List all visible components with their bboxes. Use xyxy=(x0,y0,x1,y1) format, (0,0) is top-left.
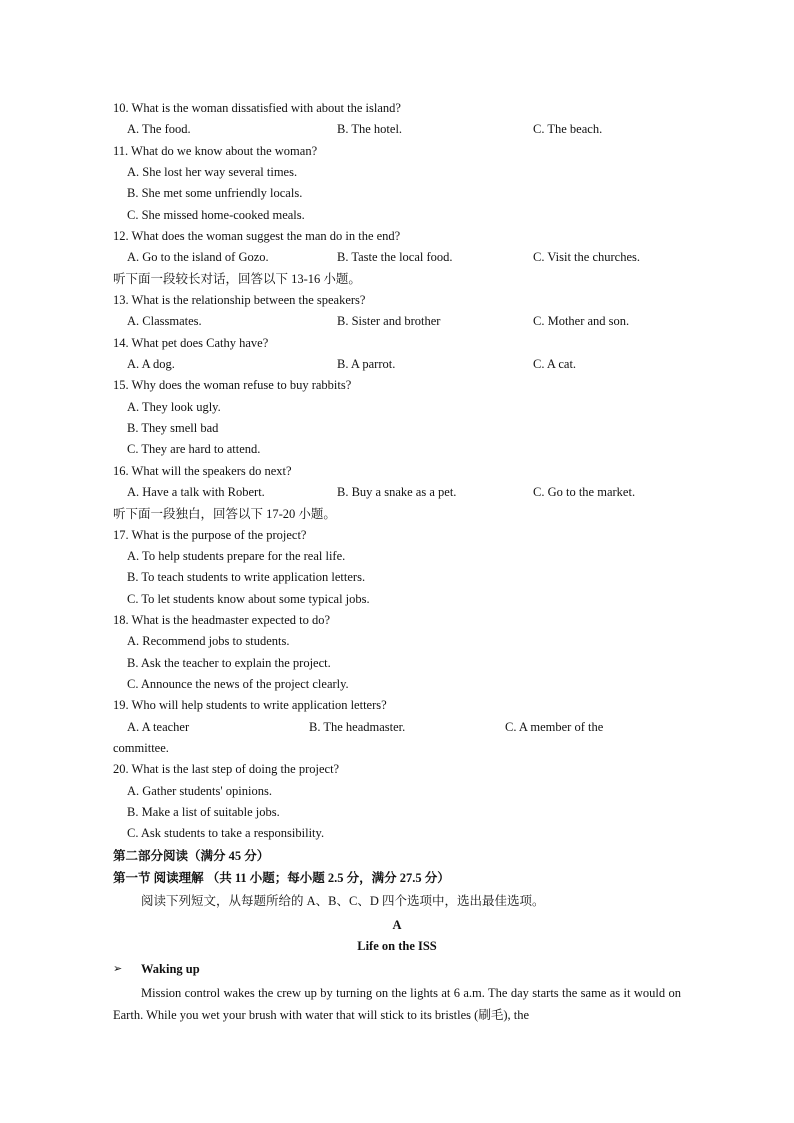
question-18-option-c: C. Announce the news of the project clearly. xyxy=(127,677,349,691)
question-18-stem: 18. What is the headmaster expected to do? xyxy=(113,613,331,627)
question-13-stem: 13. What is the relationship between the speakers? xyxy=(113,293,366,307)
section-intro-13-16: 听下面一段较长对话，回答以下 13-16 小题。 xyxy=(113,272,361,286)
question-17-option-a: A. To help students prepare for the real life. xyxy=(127,549,346,563)
question-11-option-c: C. She missed home-cooked meals. xyxy=(127,208,305,222)
question-15-stem: 15. Why does the woman refuse to buy rabbits? xyxy=(113,378,352,392)
question-18-option-b: B. Ask the teacher to explain the project. xyxy=(127,656,331,670)
question-10-option-a: A. The food. xyxy=(127,122,191,136)
passage-letter: A xyxy=(392,918,402,932)
section-one-title: 第一节 阅读理解 （共 11 小题；每小题 2.5 分，满分 27.5 分） xyxy=(113,871,450,885)
question-11-stem: 11. What do we know about the woman? xyxy=(113,144,318,158)
arrow-bullet-icon: ➢ xyxy=(113,963,123,975)
question-20-option-a: A. Gather students' opinions. xyxy=(127,784,272,798)
question-14-stem: 14. What pet does Cathy have? xyxy=(113,336,269,350)
question-15-option-a: A. They look ugly. xyxy=(127,400,221,414)
question-11-option-a: A. She lost her way several times. xyxy=(127,165,298,179)
question-19-option-a: A. A teacher xyxy=(127,720,190,734)
question-15-option-c: C. They are hard to attend. xyxy=(127,442,261,456)
part-two-title: 第二部分阅读（满分 45 分） xyxy=(113,849,270,863)
question-20-stem: 20. What is the last step of doing the project? xyxy=(113,762,340,776)
question-10-option-c: C. The beach. xyxy=(533,122,603,136)
question-20-option-b: B. Make a list of suitable jobs. xyxy=(127,805,280,819)
question-18-option-a: A. Recommend jobs to students. xyxy=(127,634,290,648)
question-14-option-b: B. A parrot. xyxy=(337,357,396,371)
question-13-option-a: A. Classmates. xyxy=(127,314,202,328)
question-16-option-c: C. Go to the market. xyxy=(533,485,636,499)
section-intro-17-20: 听下面一段独白，回答以下 17-20 小题。 xyxy=(113,507,336,521)
passage-paragraph: Mission control wakes the crew up by turning on the lights at 6 a.m. The day starts the same as it would on Earth. While you wet your brush with water that will stick to its bristles (刷毛), the xyxy=(113,986,681,1022)
question-20-option-c: C. Ask students to take a responsibility. xyxy=(127,826,325,840)
question-12-option-c: C. Visit the churches. xyxy=(533,250,640,264)
reading-instruction: 阅读下列短文，从每题所给的 A、B、C、D 四个选项中，选出最佳选项。 xyxy=(141,894,545,908)
question-15-option-b: B. They smell bad xyxy=(127,421,219,435)
question-19-option-b: B. The headmaster. xyxy=(309,720,406,734)
question-16-stem: 16. What will the speakers do next? xyxy=(113,464,292,478)
question-14-option-c: C. A cat. xyxy=(533,357,577,371)
question-14-option-a: A. A dog. xyxy=(127,357,175,371)
question-16-option-b: B. Buy a snake as a pet. xyxy=(337,485,457,499)
question-13-option-b: B. Sister and brother xyxy=(337,314,441,328)
question-19-option-c-continued: committee. xyxy=(113,741,169,755)
passage-title: Life on the ISS xyxy=(357,939,437,953)
question-10-option-b: B. The hotel. xyxy=(337,122,403,136)
question-19-stem: 19. Who will help students to write application letters? xyxy=(113,698,387,712)
question-16-option-a: A. Have a talk with Robert. xyxy=(127,485,265,499)
question-10-stem: 10. What is the woman dissatisfied with about the island? xyxy=(113,101,401,115)
question-17-stem: 17. What is the purpose of the project? xyxy=(113,528,307,542)
question-19-option-c: C. A member of the xyxy=(505,720,604,734)
question-13-option-c: C. Mother and son. xyxy=(533,314,630,328)
question-12-option-a: A. Go to the island of Gozo. xyxy=(127,250,269,264)
subheading-waking-up: Waking up xyxy=(141,962,200,976)
question-12-option-b: B. Taste the local food. xyxy=(337,250,453,264)
question-12-stem: 12. What does the woman suggest the man do in the end? xyxy=(113,229,401,243)
question-17-option-b: B. To teach students to write application letters. xyxy=(127,570,366,584)
question-11-option-b: B. She met some unfriendly locals. xyxy=(127,186,303,200)
question-17-option-c: C. To let students know about some typical jobs. xyxy=(127,592,370,606)
